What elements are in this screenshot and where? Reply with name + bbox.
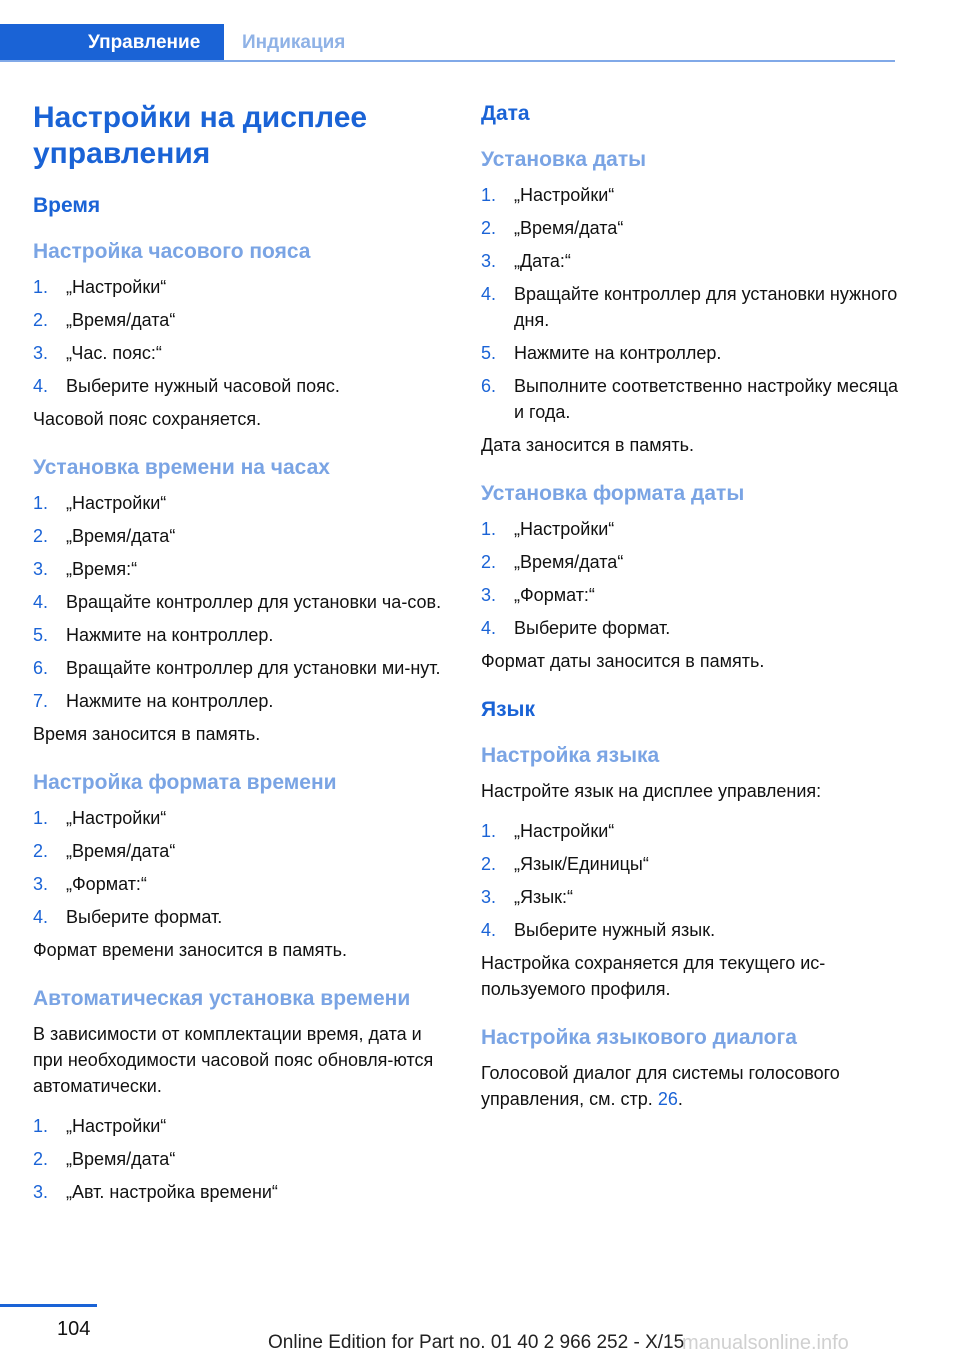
step-text: Выберите нужный часовой пояс.	[66, 376, 340, 396]
note-text: Формат времени заносится в память.	[33, 940, 348, 960]
step-text: Выполните соответственно настройку месяца и года.	[514, 376, 899, 422]
step-text: „Формат:“	[66, 874, 147, 894]
step-item	[33, 622, 443, 648]
step-text: Выберите формат.	[514, 618, 671, 638]
step-number: 3.	[33, 1182, 49, 1202]
step-number: 4.	[481, 284, 497, 304]
step-text: „Настройки“	[514, 185, 615, 205]
step-item	[481, 851, 901, 877]
page-number: 104	[57, 1318, 91, 1340]
step-text: „Настройки“	[66, 277, 167, 297]
step-item	[33, 871, 443, 897]
step-item	[33, 556, 443, 582]
step-text: Вращайте контроллер для установки ми-нут.	[66, 658, 441, 678]
step-item	[481, 248, 901, 274]
step-text: Нажмите на контроллер.	[66, 691, 274, 711]
step-number: 3.	[33, 343, 49, 363]
step-number: 2.	[33, 1149, 49, 1169]
step-text: „Язык/Единицы“	[514, 854, 649, 874]
step-item	[33, 688, 443, 714]
step-text: „Время/дата“	[66, 526, 176, 546]
step-item	[33, 274, 443, 300]
header-bar	[0, 24, 895, 62]
subheading-timezone: Настройка часового пояса	[33, 240, 311, 263]
step-item	[481, 549, 901, 575]
step-number: 7.	[33, 691, 49, 711]
edition-text: Online Edition for Part no. 01 40 2 966 252 - X/15	[268, 1332, 685, 1353]
step-item	[33, 307, 443, 333]
step-item	[481, 516, 901, 542]
step-text: „Авт. настройка времени“	[66, 1182, 278, 1202]
step-list	[33, 490, 443, 714]
step-item	[33, 1146, 443, 1172]
step-text: „Время/дата“	[66, 841, 176, 861]
step-item	[33, 1113, 443, 1139]
step-text: Выберите формат.	[66, 907, 223, 927]
step-text: „Язык:“	[514, 887, 574, 907]
page-reference-link[interactable]: 26	[657, 1089, 678, 1109]
step-number: 2.	[481, 854, 497, 874]
voice-dialog-body: Голосовой диалог для системы голосового управления, см. стр.	[481, 1063, 840, 1109]
intro-text: В зависимости от комплектации время, дата и при необходимости часовой пояс обновля-ются автоматически.	[33, 1024, 434, 1096]
step-list	[481, 182, 901, 425]
step-item	[481, 582, 901, 608]
step-number: 3.	[481, 251, 497, 271]
step-text: „Время/дата“	[514, 218, 624, 238]
step-number: 3.	[33, 559, 49, 579]
step-number: 1.	[481, 821, 497, 841]
step-list	[481, 818, 901, 943]
step-list	[33, 274, 443, 399]
step-item	[481, 373, 901, 425]
step-number: 2.	[481, 218, 497, 238]
step-item	[481, 615, 901, 641]
step-number: 1.	[481, 185, 497, 205]
footer-rule	[0, 1304, 97, 1307]
step-number: 1.	[33, 808, 49, 828]
subheading-time-format: Настройка формата времени	[33, 771, 337, 794]
step-item	[33, 340, 443, 366]
step-text: Вращайте контроллер для установки ча-сов.	[66, 592, 442, 612]
note-text: Настройка сохраняется для текущего ис-пользуемого профиля.	[481, 953, 826, 999]
step-text: „Время/дата“	[66, 310, 176, 330]
step-list	[33, 805, 443, 930]
page-title: Настройки на дисплее управления	[33, 101, 368, 170]
tab-display[interactable]: Индикация	[242, 32, 346, 53]
step-text: Нажмите на контроллер.	[66, 625, 274, 645]
step-item	[481, 340, 901, 366]
step-text: Вращайте контроллер для установки нужного дня.	[514, 284, 898, 330]
note-text: Формат даты заносится в память.	[481, 651, 765, 671]
step-number: 3.	[481, 887, 497, 907]
step-text: „Настройки“	[66, 1116, 167, 1136]
step-item	[33, 838, 443, 864]
step-text: „Настройки“	[66, 493, 167, 513]
subheading-date-format: Установка формата даты	[481, 482, 745, 505]
step-text: „Время/дата“	[514, 552, 624, 572]
step-item	[33, 523, 443, 549]
step-item	[481, 818, 901, 844]
step-item	[33, 805, 443, 831]
step-text: „Время/дата“	[66, 1149, 176, 1169]
step-number: 3.	[33, 874, 49, 894]
section-heading-date: Дата	[481, 102, 530, 125]
step-number: 1.	[33, 493, 49, 513]
note-text: Дата заносится в память.	[481, 435, 694, 455]
subheading-set-language: Настройка языка	[481, 744, 660, 767]
step-list	[481, 516, 901, 641]
right-column	[481, 100, 901, 1126]
step-item	[33, 373, 443, 399]
voice-dialog-text	[481, 1060, 901, 1112]
watermark: manualsonline.info	[682, 1332, 849, 1354]
step-number: 5.	[33, 625, 49, 645]
step-item	[33, 655, 443, 681]
section-heading-time: Время	[33, 194, 101, 217]
step-number: 1.	[33, 277, 49, 297]
step-text: „Настройки“	[514, 821, 615, 841]
step-number: 6.	[481, 376, 497, 396]
section-heading-language: Язык	[481, 698, 535, 721]
step-number: 2.	[481, 552, 497, 572]
step-number: 4.	[481, 920, 497, 940]
intro-text: Настройте язык на дисплее управления:	[481, 781, 822, 801]
subheading-voice-dialog: Настройка языкового диалога	[481, 1026, 797, 1049]
step-number: 6.	[33, 658, 49, 678]
header-rule	[0, 60, 895, 62]
step-text: „Формат:“	[514, 585, 595, 605]
step-item	[481, 917, 901, 943]
step-item	[481, 215, 901, 241]
step-list	[33, 1113, 443, 1205]
step-number: 4.	[33, 592, 49, 612]
step-item	[481, 281, 901, 333]
step-text: „Настройки“	[514, 519, 615, 539]
note-text: Время заносится в память.	[33, 724, 261, 744]
step-text: „Дата:“	[514, 251, 571, 271]
tab-control[interactable]: Управление	[88, 32, 201, 53]
step-text: „Час. пояс:“	[66, 343, 162, 363]
step-text: „Настройки“	[66, 808, 167, 828]
step-item	[33, 1179, 443, 1205]
step-item	[33, 904, 443, 930]
step-text: Нажмите на контроллер.	[514, 343, 722, 363]
step-number: 1.	[33, 1116, 49, 1136]
subheading-set-clock: Установка времени на часах	[33, 456, 330, 479]
step-number: 1.	[481, 519, 497, 539]
step-item	[33, 589, 443, 615]
voice-dialog-end: .	[677, 1089, 683, 1109]
subheading-set-date: Установка даты	[481, 148, 647, 171]
note-text: Часовой пояс сохраняется.	[33, 409, 262, 429]
left-column	[33, 100, 443, 1212]
step-number: 4.	[33, 907, 49, 927]
step-item	[481, 182, 901, 208]
step-number: 4.	[33, 376, 49, 396]
step-item	[481, 884, 901, 910]
step-number: 2.	[33, 841, 49, 861]
step-number: 3.	[481, 585, 497, 605]
step-text: „Время:“	[66, 559, 138, 579]
step-number: 5.	[481, 343, 497, 363]
step-number: 4.	[481, 618, 497, 638]
step-item	[33, 490, 443, 516]
subheading-auto-time: Автоматическая установка времени	[33, 987, 411, 1010]
step-number: 2.	[33, 310, 49, 330]
step-number: 2.	[33, 526, 49, 546]
step-text: Выберите нужный язык.	[514, 920, 716, 940]
